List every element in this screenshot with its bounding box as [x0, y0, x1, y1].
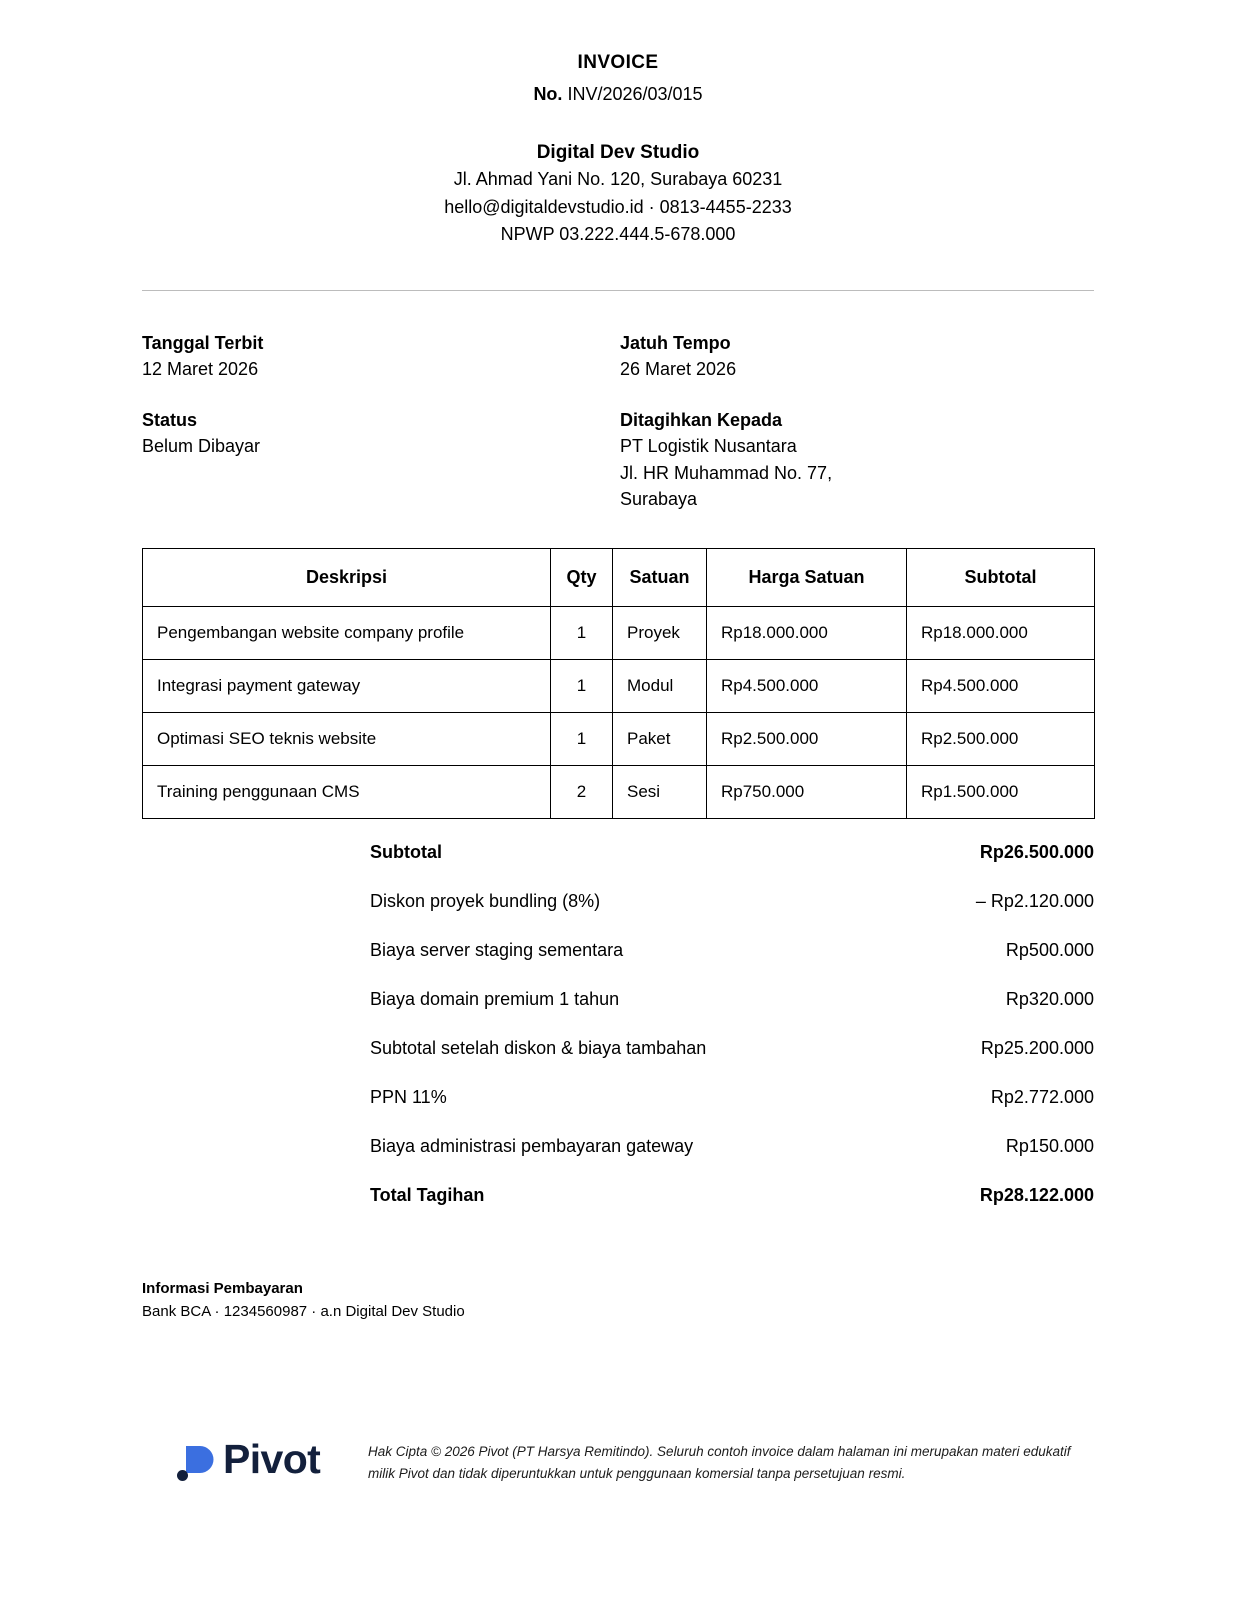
pivot-logo: [176, 1424, 341, 1482]
footer-copyright: [341, 1424, 1094, 1485]
issuer-contact: hello@digitaldevstudio.id · 0813-4455-2233: [444, 196, 792, 217]
invoice-meta: [142, 330, 1094, 513]
issue-date-label: Tanggal Terbit: [142, 333, 264, 354]
pivot-droplet-icon: [176, 1436, 218, 1482]
billed-to-label: Ditagihkan Kepada: [620, 409, 783, 430]
cell-description: Optimasi SEO teknis website: [143, 712, 551, 765]
totals-value: Rp25.200.000: [980, 1037, 1094, 1058]
cell-subtotal: Rp1.500.000: [907, 765, 1095, 818]
footer-copyright-line-1: Hak Cipta © 2026 Pivot (PT Harsya Remitindo). Seluruh contoh invoice dalam halaman ini merupakan materi edukatif: [368, 1444, 1071, 1459]
totals-label: Diskon proyek bundling (8%): [370, 890, 601, 911]
cell-unit-price: Rp18.000.000: [707, 606, 907, 659]
cell-unit: Modul: [613, 659, 707, 712]
cell-subtotal: Rp18.000.000: [907, 606, 1095, 659]
issue-date-value: 12 Maret 2026: [142, 359, 259, 380]
column-header-qty: Qty: [551, 548, 613, 606]
totals-value: Rp2.772.000: [990, 1086, 1094, 1107]
line-items-body: [143, 606, 1095, 818]
totals-row-subtotal-after: [142, 1024, 1094, 1073]
column-header-satuan: Satuan: [613, 548, 707, 606]
line-items-head: [143, 548, 1095, 606]
status-group: [142, 407, 602, 460]
payment-info-title: Informasi Pembayaran: [142, 1279, 303, 1297]
payment-info: [142, 1278, 1094, 1324]
invoice-number-label: No.: [533, 83, 563, 104]
totals-row-admin-fee: [142, 1122, 1094, 1171]
cell-unit-price: Rp750.000: [707, 765, 907, 818]
totals-row-server-fee: [142, 926, 1094, 975]
invoice-number-line: [142, 81, 1094, 108]
cell-unit: Proyek: [613, 606, 707, 659]
totals-value: Rp28.122.000: [979, 1184, 1094, 1205]
totals-label: Biaya domain premium 1 tahun: [370, 988, 620, 1009]
totals-section: [142, 828, 1094, 1220]
status-badge: Belum Dibayar: [142, 436, 261, 457]
page-title: INVOICE: [577, 52, 659, 73]
status-label: Status: [142, 409, 198, 430]
table-row: [143, 765, 1095, 818]
totals-value: Rp26.500.000: [979, 841, 1094, 862]
payment-info-details: Bank BCA · 1234560987 · a.n Digital Dev Studio: [142, 1303, 465, 1321]
invoice-content: [142, 0, 1094, 1324]
cell-unit: Paket: [613, 712, 707, 765]
pivot-wordmark: Pivot: [223, 1435, 321, 1482]
cell-qty: 1: [551, 659, 613, 712]
totals-row-subtotal: [142, 828, 1094, 877]
meta-column-left: [142, 330, 618, 513]
totals-row-ppn: [142, 1073, 1094, 1122]
billed-to-address-line-1: Jl. HR Muhammad No. 77,: [620, 462, 833, 483]
meta-column-right: [618, 330, 1094, 513]
issuer-name: Digital Dev Studio: [536, 141, 700, 163]
invoice-number-value: INV/2026/03/015: [567, 83, 703, 104]
issuer-tax-id: NPWP 03.222.444.5-678.000: [500, 223, 736, 244]
issue-date-group: [142, 330, 602, 383]
totals-value: – Rp2.120.000: [975, 890, 1094, 911]
totals-row-domain-fee: [142, 975, 1094, 1024]
totals-value: Rp500.000: [1005, 939, 1094, 960]
billed-to-address-line-2: Surabaya: [620, 489, 698, 510]
cell-qty: 2: [551, 765, 613, 818]
cell-unit-price: Rp4.500.000: [707, 659, 907, 712]
column-header-harga-satuan: Harga Satuan: [707, 548, 907, 606]
cell-qty: 1: [551, 712, 613, 765]
cell-description: Integrasi payment gateway: [143, 659, 551, 712]
totals-row-discount: [142, 877, 1094, 926]
table-row: [143, 659, 1095, 712]
document-header: [142, 0, 1094, 108]
billed-to-group: [620, 407, 1078, 513]
cell-unit: Sesi: [613, 765, 707, 818]
table-row: [143, 606, 1095, 659]
column-header-subtotal: Subtotal: [907, 548, 1095, 606]
header-divider: [142, 290, 1094, 291]
issuer-block: [142, 139, 1094, 249]
cell-subtotal: Rp4.500.000: [907, 659, 1095, 712]
totals-label: PPN 11%: [370, 1086, 447, 1107]
totals-value: Rp320.000: [1005, 988, 1094, 1009]
totals-label: Biaya server staging sementara: [370, 939, 624, 960]
cell-unit-price: Rp2.500.000: [707, 712, 907, 765]
totals-label: Subtotal setelah diskon & biaya tambahan: [370, 1037, 707, 1058]
cell-description: Pengembangan website company profile: [143, 606, 551, 659]
line-items-table: [142, 548, 1095, 819]
footer-copyright-line-2: milik Pivot dan tidak diperuntukkan untuk penggunaan komersial tanpa persetujuan resmi.: [368, 1465, 906, 1481]
cell-subtotal: Rp2.500.000: [907, 712, 1095, 765]
due-date-label: Jatuh Tempo: [620, 333, 731, 354]
totals-value: Rp150.000: [1005, 1135, 1094, 1156]
totals-label: Biaya administrasi pembayaran gateway: [370, 1135, 694, 1156]
billed-to-name: PT Logistik Nusantara: [620, 436, 797, 457]
due-date-group: [620, 330, 1078, 383]
issuer-address: Jl. Ahmad Yani No. 120, Surabaya 60231: [453, 169, 783, 190]
table-header-row: [143, 548, 1095, 606]
cell-qty: 1: [551, 606, 613, 659]
cell-description: Training penggunaan CMS: [143, 765, 551, 818]
totals-row-grand-total: [142, 1171, 1094, 1220]
column-header-deskripsi: Deskripsi: [143, 548, 551, 606]
page-footer: [176, 1424, 1094, 1485]
table-row: [143, 712, 1095, 765]
totals-label: Subtotal: [370, 841, 442, 862]
totals-label: Total Tagihan: [370, 1184, 485, 1205]
due-date-value: 26 Maret 2026: [620, 359, 737, 380]
